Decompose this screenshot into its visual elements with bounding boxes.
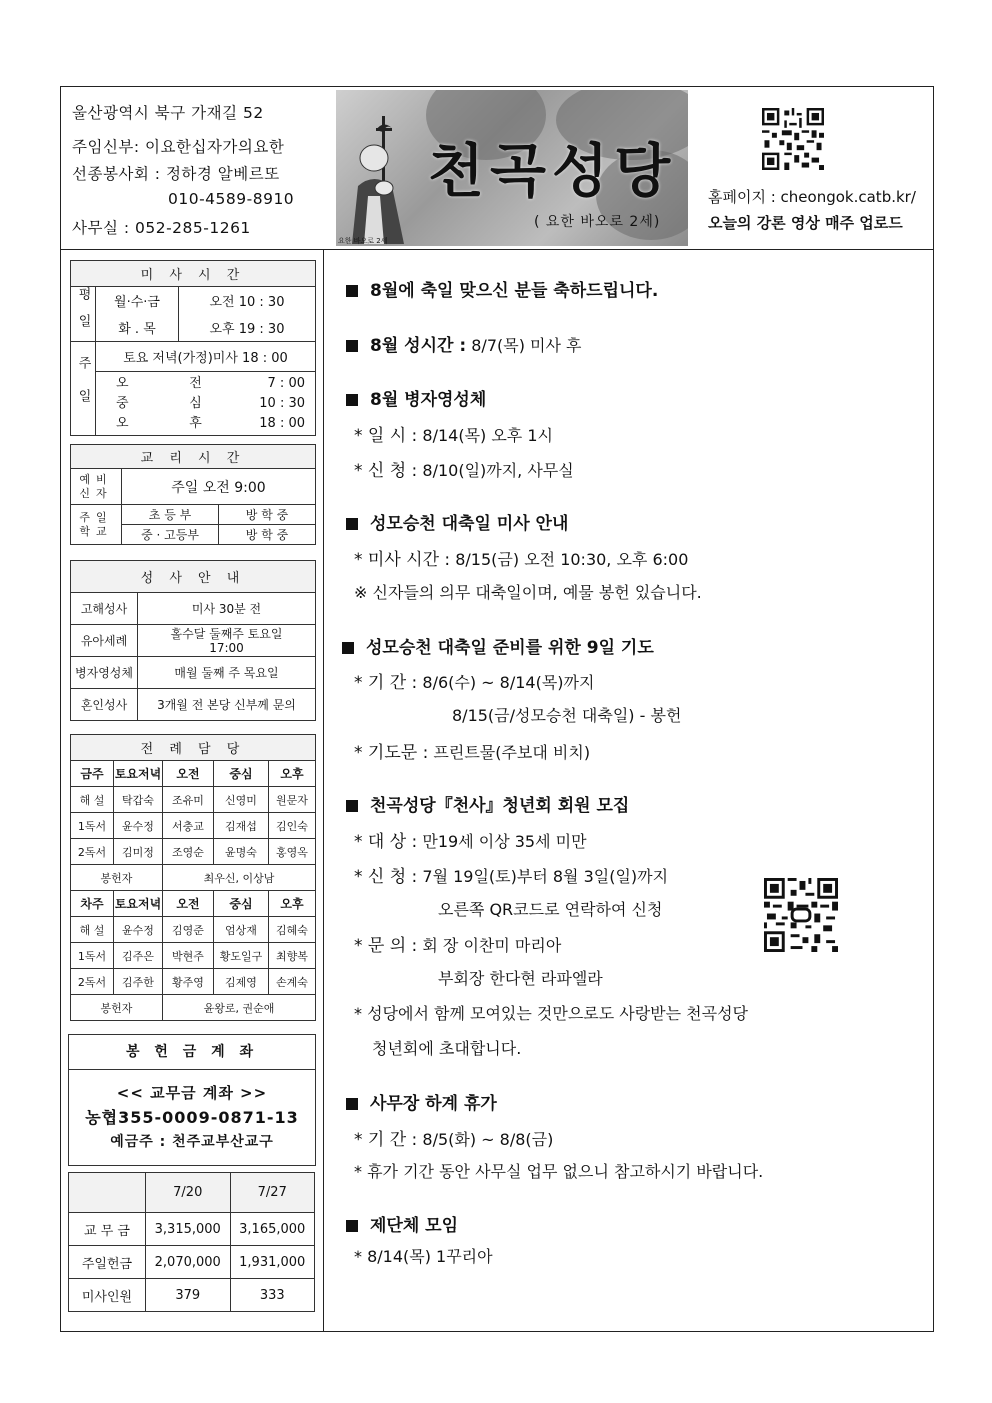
mass-times-table: 미 사 시 간 평일 월·수·금 오전 10 : 30 화 . 목 오후 19 : 30 주일 토요 저녁(가정)미사 18 : 00 오 전 7 : 00 중 심 10 : 30 오 후 18 : 00 <box>70 260 316 436</box>
col-header: 차주 <box>71 891 114 917</box>
weekday-time-2: 오후 19 : 30 <box>179 315 316 342</box>
notice-line: * 기 간 : 8/5(화) ~ 8/8(금) <box>354 1130 554 1150</box>
prep-time: 주일 오전 9:00 <box>122 469 316 505</box>
prep-label: 예비신자 <box>71 469 122 505</box>
parish-banner <box>336 90 688 246</box>
notice-line: ※ 신자들의 의무 대축일이며, 예물 봉헌 있습니다. <box>354 583 702 602</box>
table-row: 봉헌자 최우신, 이상남 <box>71 865 316 891</box>
homepage-url[interactable]: 홈페이지 : cheongok.catb.kr/ <box>708 188 916 206</box>
account-box <box>68 1034 316 1166</box>
date-header: 7/27 <box>230 1173 315 1213</box>
office-phone: 사무실 : 052-285-1261 <box>72 219 251 237</box>
notice-vacation: 사무장 하계 휴가 <box>346 1089 497 1114</box>
weekday-days-2: 화 . 목 <box>96 315 179 342</box>
weekday-time-1: 오전 10 : 30 <box>179 287 316 315</box>
notice-feast: 8월에 축일 맞으신 분들 축하드립니다. <box>346 276 658 301</box>
notice-line: 8/15(금/성모승천 대축일) - 봉헌 <box>452 706 682 725</box>
table-row: 2독서 김미정 조영순 윤명숙 홍영옥 <box>71 839 316 865</box>
notice-line: * 대 상 : 만19세 이상 35세 미만 <box>354 832 587 852</box>
banner-caption: 요한 바오로 2세 <box>338 237 388 245</box>
table-row: 2독서 김주한 황주영 김제영 손계숙 <box>71 969 316 995</box>
date-header: 7/20 <box>146 1173 231 1213</box>
parish-priest: 주임신부: 이요한십자가의요한 <box>72 138 285 156</box>
notice-line: * 기 간 : 8/6(수) ~ 8/14(목)까지 <box>354 673 595 693</box>
council-info: 선종봉사회 : 정하경 알베르또 <box>72 165 280 183</box>
sacraments-title: 성 사 안 내 <box>71 561 316 593</box>
banner-subtitle: ( 요한 바오로 2세) <box>534 214 661 230</box>
middle-high-label: 중 · 고등부 <box>122 525 219 545</box>
weekday-label: 평일 <box>71 287 96 342</box>
sacrament-info: 매월 둘째 주 목요일 <box>138 657 316 689</box>
catechism-title: 교 리 시 간 <box>71 445 316 469</box>
notice-youth-recruit: 천곡성당『천사』청년회 회원 모집 <box>346 791 629 816</box>
col-header: 오후 <box>269 891 316 917</box>
middle-high-status: 방 학 중 <box>219 525 316 545</box>
table-row: 해 설 탁갑숙 조유미 신영미 원문자 <box>71 787 316 813</box>
notice-assumption-mass: 성모승천 대축일 미사 안내 <box>346 509 568 534</box>
table-row: 1독서 김주은 박현주 황도일구 최향복 <box>71 943 316 969</box>
col-header: 토요저녁 <box>114 761 163 787</box>
finance-table <box>68 1172 315 1312</box>
notice-line: * 문 의 : 회 장 이찬미 마리아 <box>354 936 562 956</box>
table-row: 1독서 윤수정 서충교 김재섭 김인숙 <box>71 813 316 839</box>
col-header: 중심 <box>214 891 269 917</box>
sacrament-name: 병자영성체 <box>71 657 138 689</box>
parish-address: 울산광역시 북구 가재길 52 <box>72 104 264 122</box>
youth-qr-code[interactable] <box>764 878 838 952</box>
col-header: 오전 <box>163 891 214 917</box>
table-row: 교 무 금 3,315,000 3,165,000 <box>69 1213 315 1246</box>
account-heading: << 교무금 계좌 >> <box>116 1084 268 1102</box>
sunday-time-1: 7 : 00 <box>267 375 305 391</box>
col-header: 오전 <box>163 761 214 787</box>
notice-line: * 휴가 기간 동안 사무실 업무 없으니 참고하시기 바랍니다. <box>354 1162 764 1181</box>
sacrament-info: 홀수달 둘째주 토요일 17:00 <box>138 625 316 657</box>
school-label: 주일학교 <box>71 505 122 545</box>
saturday-mass: 토요 저녁(가정)미사 18 : 00 <box>96 342 316 372</box>
notice-line: * 일 시 : 8/14(목) 오후 1시 <box>354 426 553 446</box>
notice-line: * 8/14(목) 1꾸리아 <box>354 1247 493 1266</box>
notice-line: 부회장 한다현 라파엘라 <box>438 969 603 988</box>
col-header: 오후 <box>269 761 316 787</box>
homepage-qr-code[interactable] <box>762 108 824 170</box>
col-header: 토요저녁 <box>114 891 163 917</box>
header-divider <box>60 249 934 250</box>
col-header: 금주 <box>71 761 114 787</box>
elementary-status: 방 학 중 <box>219 505 316 525</box>
weekday-days-1: 월·수·금 <box>96 287 179 315</box>
sacrament-info: 미사 30분 전 <box>138 593 316 625</box>
notice-line: * 신 청 : 8/10(일)까지, 사무실 <box>354 461 574 481</box>
notice-line: * 신 청 : 7월 19일(토)부터 8월 3일(일)까지 <box>354 867 669 887</box>
sacrament-name: 혼인성사 <box>71 689 138 721</box>
liturgy-table <box>70 734 316 1021</box>
col-header: 중심 <box>214 761 269 787</box>
mass-title: 미 사 시 간 <box>71 261 316 287</box>
liturgy-title: 전 례 담 당 <box>71 735 316 761</box>
banner-title: 천곡성당 <box>428 137 677 205</box>
sermon-notice: 오늘의 강론 영상 매주 업로드 <box>708 214 903 232</box>
pope-figure-image <box>346 116 430 244</box>
table-row: 주일헌금 2,070,000 1,931,000 <box>69 1246 315 1279</box>
notice-novena: 성모승천 대축일 준비를 위한 9일 기도 <box>342 633 654 658</box>
sunday-time-2: 10 : 30 <box>259 395 305 411</box>
table-row: 봉헌자 윤왕로, 권순애 <box>71 995 316 1021</box>
notice-line: 청년회에 초대합니다. <box>372 1039 522 1058</box>
notice-line: * 미사 시간 : 8/15(금) 오전 10:30, 오후 6:00 <box>354 550 689 570</box>
notice-groups: 제단체 모임 <box>346 1211 458 1236</box>
sacraments-table <box>70 560 316 721</box>
account-title: 봉 헌 금 계 좌 <box>69 1035 315 1070</box>
column-divider <box>323 249 324 1332</box>
table-row: 미사인원 379 333 <box>69 1279 315 1312</box>
council-phone: 010-4589-8910 <box>168 190 295 208</box>
account-number: 농협355-0009-0871-13 <box>85 1108 299 1127</box>
notice-holy-hour: 8월 성시간 : 8/7(목) 미사 후 <box>346 331 581 356</box>
account-holder: 예금주 : 천주교부산교구 <box>110 1134 274 1150</box>
elementary-label: 초 등 부 <box>122 505 219 525</box>
sunday-time-3: 18 : 00 <box>259 415 305 431</box>
sacrament-info: 3개월 전 본당 신부께 문의 <box>138 689 316 721</box>
sacrament-name: 고해성사 <box>71 593 138 625</box>
notice-sick-communion: 8월 병자영성체 <box>346 385 486 410</box>
notice-line: * 기도문 : 프린트물(주보대 비치) <box>354 743 591 763</box>
table-row: 해 설 윤수정 김영준 엄상재 김혜숙 <box>71 917 316 943</box>
sunday-label: 주일 <box>71 342 96 436</box>
notice-line: * 성당에서 함께 모여있는 것만으로도 사랑받는 천곡성당 <box>354 1004 749 1023</box>
catechism-table <box>70 444 316 545</box>
sacrament-name: 유아세례 <box>71 625 138 657</box>
notice-line: 오른쪽 QR코드로 연락하여 신청 <box>438 900 663 919</box>
